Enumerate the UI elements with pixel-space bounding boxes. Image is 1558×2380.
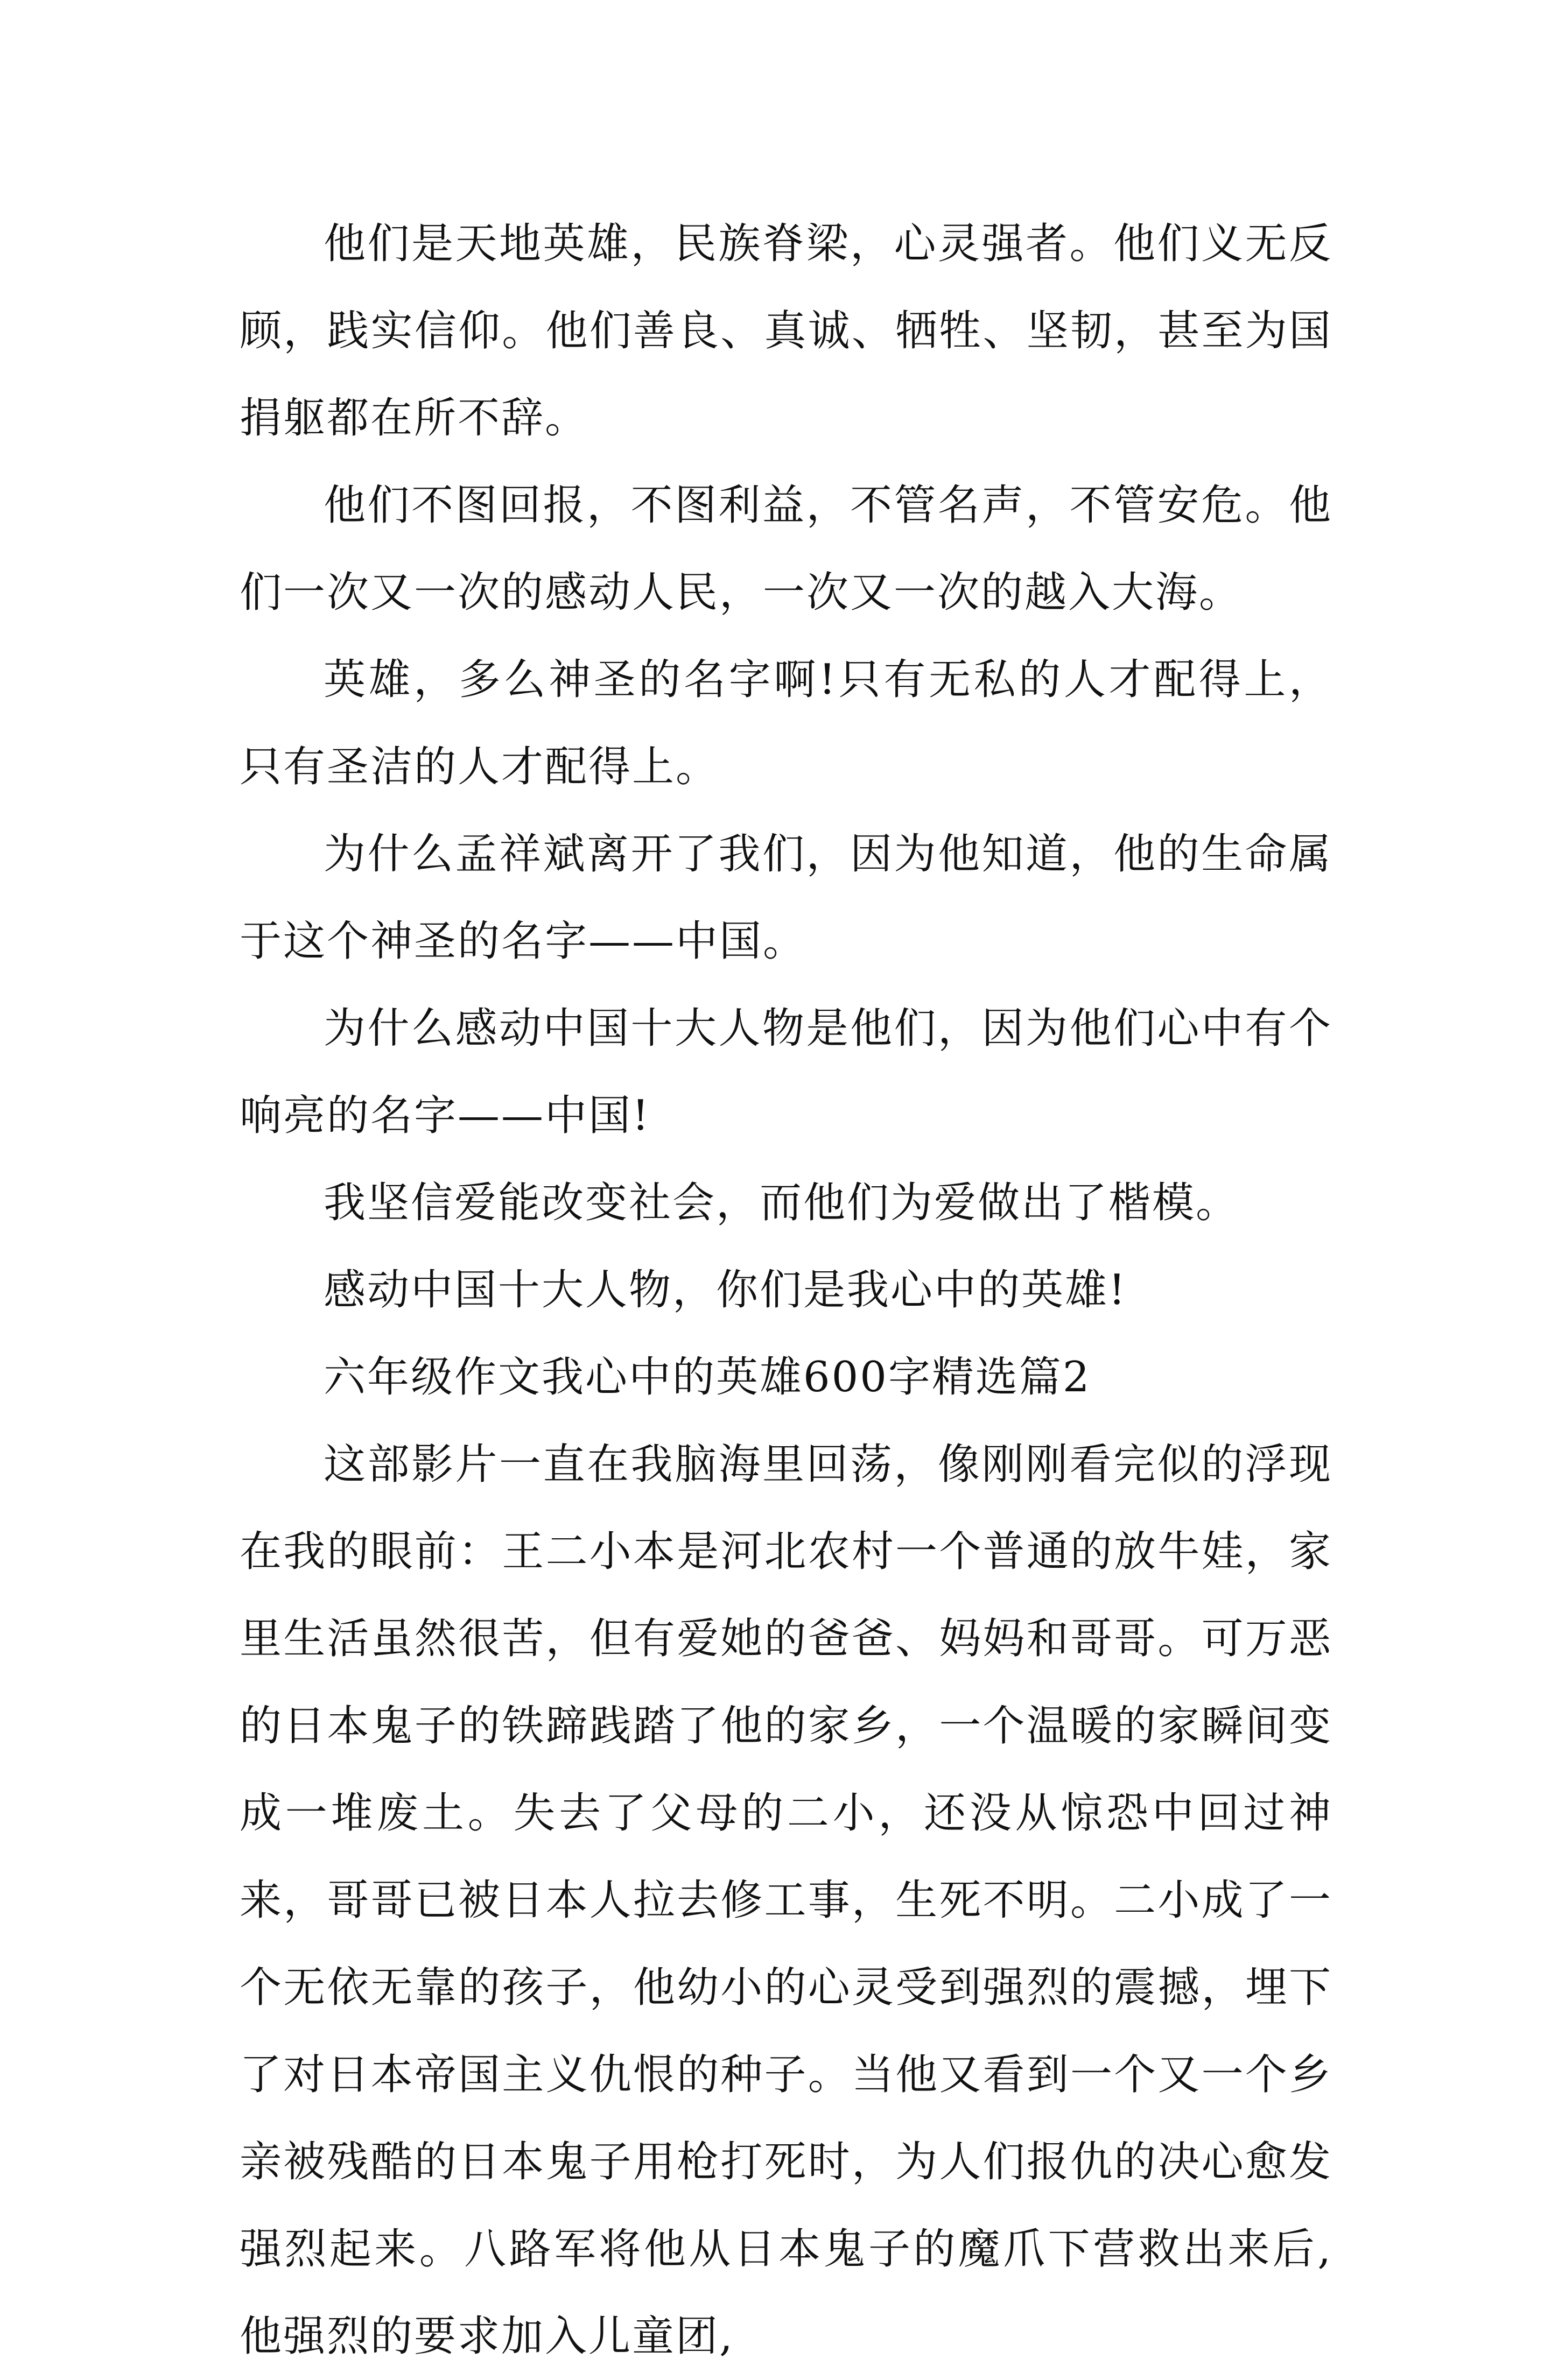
paragraph-love-changes: 我坚信爱能改变社会，而他们为爱做出了楷模。: [324, 1179, 1240, 1227]
paragraph-sacred-name: 英雄，多么神圣的名字啊!只有无私的人才配得上，只有圣洁的人才配得上。: [240, 656, 1332, 791]
paragraph-meng-xiangbin: 为什么孟祥斌离开了我们，因为他知道，他的生命属于这个神圣的名字——中国。: [240, 830, 1332, 966]
paragraph-heroes: 他们是天地英雄，民族脊梁，心灵强者。他们义无反顾，践实信仰。他们善良、真诚、牺牲、坚韧，甚至为国捐躯都在所不辞。: [240, 220, 1332, 442]
paragraph-no-reward: 他们不图回报，不图利益，不管名声，不管安危。他们一次又一次的感动人民，一次又一次的越入大海。: [240, 481, 1332, 617]
paragraph-wang-erxiao: 这部影片一直在我脑海里回荡，像刚刚看完似的浮现在我的眼前：王二小本是河北农村一个普通的放牛娃，家里生活虽然很苦，但有爱她的爸爸、妈妈和哥哥。可万恶的日本鬼子的铁蹄践踏了他的家乡，一个温暖的家瞬间变成一堆废土。失去了父母的二小，还没从惊恐中回过神来，哥哥已被日本人拉去修工事，生死不明。二小成了一个无依无靠的孩子，他幼小的心灵受到强烈的震撼，埋下了对日本帝国主义仇恨的种子。当他又看到一个又一个乡亲被残酷的日本鬼子用枪打死时，为人们报仇的决心愈发强烈起来。八路军将他从日本鬼子的魔爪下营救出来后,他强烈的要求加入儿童团,: [240, 1440, 1332, 2361]
paragraph-my-heroes: 感动中国十大人物，你们是我心中的英雄!: [324, 1266, 1127, 1314]
article-body: [240, 200, 1332, 2380]
section-heading: 六年级作文我心中的英雄600字精选篇2: [324, 1353, 1091, 1402]
paragraph-ten-figures: 为什么感动中国十大人物是他们，因为他们心中有个响亮的名字——中国!: [240, 1004, 1332, 1140]
